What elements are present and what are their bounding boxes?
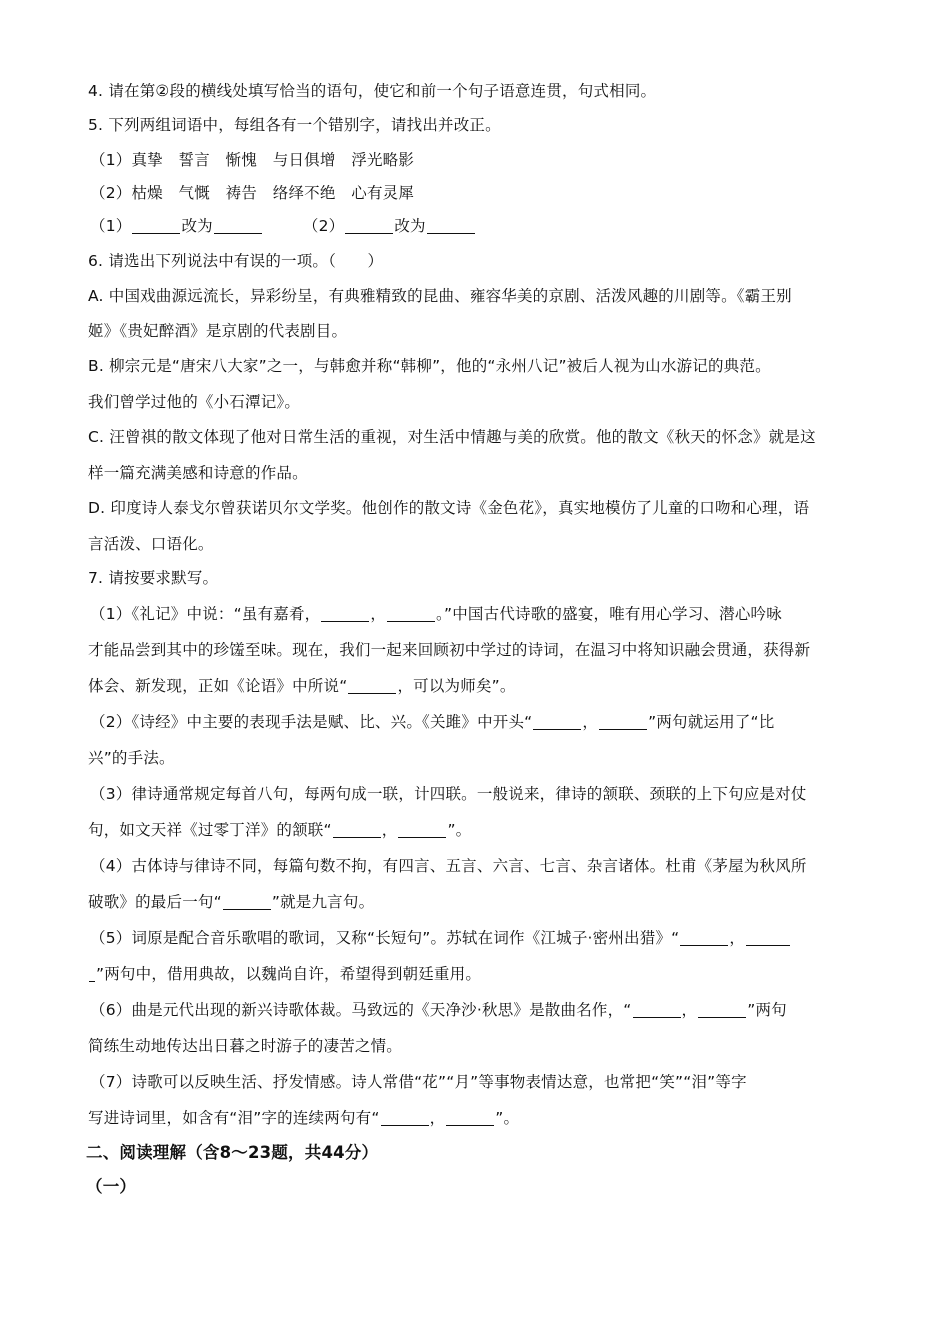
q7-item-1-line-3: 体会、新发现，正如《论语》中所说“ ，可以为师矣”。: [88, 677, 516, 695]
answer-blank[interactable]: [348, 677, 396, 694]
q6-option-b-line-1: B. 柳宗元是“唐宋八大家”之一，与韩愈并称“韩柳”，他的“永州八记”被后人视为山水游记的典范。: [88, 357, 771, 375]
q6-option-a-line-2: 姬》《贵妃醉酒》是京剧的代表剧目。: [88, 322, 348, 340]
question-4: 4. 请在第②段的横线处填写恰当的语句，使它和前一个句子语意连贯，句式相同。: [88, 82, 657, 100]
q6-option-d-line-1: D. 印度诗人泰戈尔曾获诺贝尔文学奖。他创作的散文诗《金色花》，真实地模仿了儿童的口吻和心理，语: [88, 499, 810, 517]
q5-group-2: （2）枯燥 气慨 祷告 络绎不绝 心有灵犀: [90, 184, 415, 202]
answer-blank[interactable]: [698, 1001, 746, 1018]
q7-item-3-line-2: 句，如文天祥《过零丁洋》的颔联“ ， ”。: [88, 821, 472, 839]
answer-blank-tail[interactable]: [89, 965, 95, 982]
answer-blank[interactable]: [427, 217, 475, 234]
answer-blank[interactable]: [223, 893, 271, 910]
q5-answer-line: （1） 改为 （2） 改为: [90, 215, 476, 237]
section-2-subheading: （一）: [86, 1177, 137, 1196]
q7-item-4-line-1: （4）古体诗与律诗不同，每篇句数不拘，有四言、五言、六言、七言、杂言诸体。杜甫《茅屋为秋风所: [90, 857, 807, 875]
answer-blank[interactable]: [321, 605, 369, 622]
q6-option-a-line-1: A. 中国戏曲源远流长，异彩纷呈，有典雅精致的昆曲、雍容华美的京剧、活泼风趣的川剧等。《霸王别: [88, 287, 792, 305]
q6-option-c-line-2: 样一篇充满美感和诗意的作品。: [88, 464, 308, 482]
q7-item-7-line-1: （7）诗歌可以反映生活、抒发情感。诗人常借“花”“月”等事物表情达意，也常把“笑”“泪”等字: [90, 1073, 747, 1091]
q7-item-2-line-2: 兴”的手法。: [88, 749, 175, 767]
answer-blank[interactable]: [633, 1001, 681, 1018]
q7-item-5-line-1: （5）词原是配合音乐歌唱的歌词，又称“长短句”。苏轼在词作《江城子·密州出猎》“ ，: [90, 927, 791, 949]
answer-blank[interactable]: [387, 605, 435, 622]
answer-blank[interactable]: [381, 1109, 429, 1126]
q7-item-7-line-2: 写进诗词里，如含有“泪”字的连续两句有“ ， ”。: [88, 1109, 520, 1127]
q7-item-6-line-2: 简练生动地传达出日暮之时游子的凄苦之情。: [88, 1037, 403, 1055]
answer-blank[interactable]: [446, 1109, 494, 1126]
answer-blank[interactable]: [599, 713, 647, 730]
q6-option-b-line-2: 我们曾学过他的《小石潭记》。: [88, 393, 301, 411]
q6-option-c-line-1: C. 汪曾祺的散文体现了他对日常生活的重视，对生活中情趣与美的欣赏。他的散文《秋天的怀念》就是这: [88, 428, 816, 446]
q7-item-5-line-2: ”两句中，借用典故，以魏尚自许，希望得到朝廷重用。: [88, 963, 481, 985]
answer-blank[interactable]: [680, 929, 728, 946]
answer-blank[interactable]: [746, 929, 790, 946]
answer-blank[interactable]: [533, 713, 581, 730]
q7-item-6-line-1: （6）曲是元代出现的新兴诗歌体裁。马致远的《天净沙·秋思》是散曲名作，“ ， ”两句: [90, 1001, 787, 1019]
answer-blank[interactable]: [132, 217, 180, 234]
question-6-stem: 6. 请选出下列说法中有误的一项。（ ）: [88, 252, 384, 270]
q6-option-d-line-2: 言活泼、口语化。: [88, 535, 214, 553]
question-5-stem: 5. 下列两组词语中，每组各有一个错别字，请找出并改正。: [88, 116, 501, 134]
q7-item-1-line-2: 才能品尝到其中的珍馐至味。现在，我们一起来回顾初中学过的诗词，在温习中将知识融会贯通，获得新: [88, 641, 811, 659]
q7-item-1-line-1: （1）《礼记》中说：“虽有嘉肴， ， 。”中国古代诗歌的盛宴，唯有用心学习、潜心吟咏: [90, 605, 782, 623]
section-2-heading: 二、阅读理解（含8～23题，共44分）: [86, 1143, 379, 1162]
answer-blank[interactable]: [398, 821, 446, 838]
answer-blank[interactable]: [345, 217, 393, 234]
q7-item-4-line-2: 破歌》的最后一句“ ”就是九言句。: [88, 893, 375, 911]
q5-group-1: （1）真挚 誓言 惭愧 与日俱增 浮光略影: [90, 151, 415, 169]
q7-item-3-line-1: （3）律诗通常规定每首八句，每两句成一联，计四联。一般说来，律诗的颔联、颈联的上下句应是对仗: [90, 785, 807, 803]
answer-blank[interactable]: [214, 217, 262, 234]
question-7-stem: 7. 请按要求默写。: [88, 569, 219, 587]
q7-item-2-line-1: （2）《诗经》中主要的表现手法是赋、比、兴。《关雎》中开头“ ， ”两句就运用了“比: [90, 713, 775, 731]
answer-blank[interactable]: [333, 821, 381, 838]
